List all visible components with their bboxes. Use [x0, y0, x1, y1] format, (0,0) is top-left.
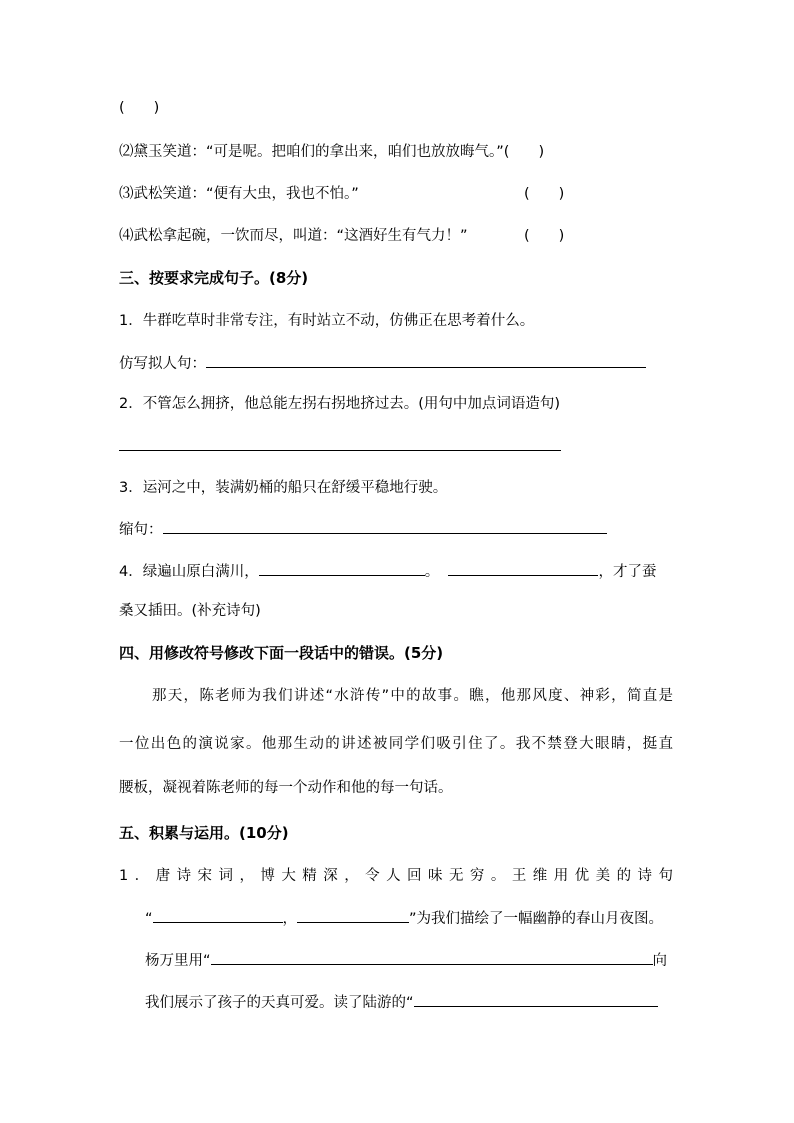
s5-q1-blank-3[interactable]	[211, 950, 653, 965]
quote-item-2-answer[interactable]: ( )	[503, 144, 545, 160]
s3-q1-label: 仿写拟人句：	[119, 356, 206, 372]
quote-item-3-text: ⑶武松笑道：“便有大虫，我也不怕。”	[119, 186, 359, 202]
s5-q1-line2-end: ”为我们描绘了一幅幽静的春山月夜图。	[409, 911, 664, 927]
s3-q4-blank-1[interactable]	[259, 561, 425, 576]
quote-item-2-text: ⑵黛玉笑道：“可是呢。把咱们的拿出来，咱们也放放晦气。”	[119, 144, 504, 160]
s3-q2-answer-row	[119, 436, 561, 457]
quote-item-4	[119, 226, 468, 246]
s3-q4-line2: 桑又插田。(补充诗句)	[119, 603, 261, 619]
s5-q1-line3-start: 杨万里用“	[145, 953, 211, 969]
s5-q1-line3-end: 向	[652, 953, 668, 969]
s5-q1-line-4	[145, 992, 658, 1013]
s3-q4-period: 。	[424, 564, 440, 580]
s5-q1-blank-4[interactable]	[414, 992, 658, 1007]
section-4-title: 四、用修改符号修改下面一段话中的错误。(5分)	[119, 644, 444, 662]
quote-item-3	[119, 184, 359, 204]
s3-q4-blank-2[interactable]	[448, 561, 598, 576]
s3-q3-label: 缩句：	[119, 522, 163, 538]
quote-item-4-answer[interactable]: ( )	[524, 228, 565, 244]
s3-q2-answer-blank[interactable]	[119, 436, 561, 451]
s3-q3-answer-blank[interactable]	[163, 519, 607, 534]
s3-q1-answer-blank[interactable]	[206, 353, 646, 368]
s3-q4-start: 4．绿遍山原白满川，	[119, 564, 259, 580]
s5-q1-comma: ，	[282, 911, 298, 927]
s5-q1-blank-1[interactable]	[153, 908, 283, 923]
s3-question-2: 2．不管怎么拥挤，他总能左拐右拐地挤过去。(用句中加点词语造句)	[119, 396, 561, 412]
s5-q1-line-3	[145, 950, 667, 971]
s5-q1-line-2	[145, 908, 663, 929]
s3-question-4	[119, 561, 656, 582]
s5-q1-blank-2[interactable]	[297, 908, 409, 923]
section-5-title: 五、积累与运用。(10分)	[119, 824, 289, 842]
quote-item-3-answer[interactable]: ( )	[524, 186, 565, 202]
s3-q3-answer-row	[119, 519, 607, 540]
quote-item-4-text: ⑷武松拿起碗，一饮而尽，叫道：“这酒好生有气力！”	[119, 228, 468, 244]
s3-q4-end: ，才了蚕	[598, 564, 657, 580]
s3-q1-answer-row	[119, 353, 646, 374]
s4-para-line-1: 那天，陈老师为我们讲述“水浒传”中的故事。瞧，他那风度、神彩，简直是	[152, 688, 673, 704]
s4-para-line-2: 一位出色的演说家。他那生动的讲述被同学们吸引住了。我不禁登大眼睛，挺直	[119, 736, 673, 752]
top-answer-paren[interactable]: ( )	[119, 100, 160, 116]
s3-question-1: 1．牛群吃草时非常专注，有时站立不动，仿佛正在思考着什么。	[119, 313, 535, 329]
s5-q1-open-quote: “	[145, 911, 153, 927]
s5-q1-line-1: 1．唐诗宋词，博大精深，令人回味无穷。王维用优美的诗句	[119, 868, 673, 884]
quote-item-2	[119, 142, 544, 162]
section-3-title: 三、按要求完成句子。(8分)	[119, 269, 309, 287]
s4-para-line-3: 腰板，凝视着陈老师的每一个动作和他的每一句话。	[119, 780, 453, 796]
s3-question-3: 3．运河之中，装满奶桶的船只在舒缓平稳地行驶。	[119, 480, 448, 496]
s5-q1-line4-start: 我们展示了孩子的天真可爱。读了陆游的“	[145, 995, 414, 1011]
